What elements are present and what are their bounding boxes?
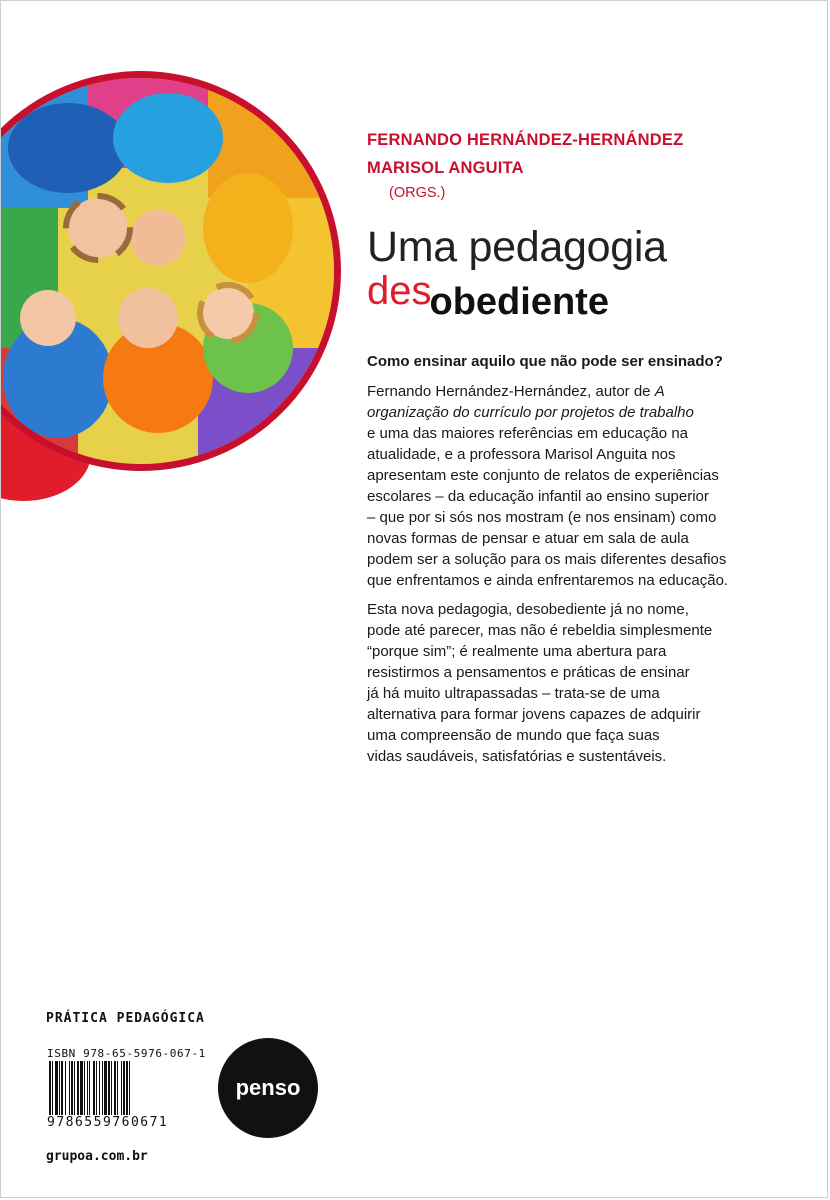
barcode-number: 9786559760671 <box>47 1115 169 1130</box>
publisher-name: penso <box>235 1075 301 1100</box>
text-line: pode até parecer, mas não é rebeldia simplesmente <box>367 622 713 639</box>
text-line: “porque sim”; é realmente uma abertura para <box>367 643 667 660</box>
text-line: Fernando Hernández-Hernández, autor de <box>367 383 655 400</box>
title-main: obediente <box>429 281 609 323</box>
description-paragraph-1 <box>367 381 787 591</box>
text-line: uma compreensão de mundo que faça suas <box>367 727 660 744</box>
text-line: já há muito ultrapassadas – trata-se de uma <box>367 685 660 702</box>
isbn-label: ISBN 978-65-5976-067-1 <box>47 1047 206 1060</box>
text-line: Esta nova pedagogia, desobediente já no nome, <box>367 601 689 618</box>
orgs-label: (ORGS.) <box>389 185 446 201</box>
book-title-line2 <box>367 269 609 323</box>
text-line: – que por si sós nos mostram (e nos ensinam) como <box>367 509 717 526</box>
book-reference: A <box>654 383 665 400</box>
cover-photo <box>0 71 341 471</box>
series-label: PRÁTICA PEDAGÓGICA <box>46 1011 205 1026</box>
text-line: que enfrentamos e ainda enfrentaremos na educação. <box>367 572 729 589</box>
website-url: grupoa.com.br <box>46 1149 148 1164</box>
text-line: alternativa para formar jovens capazes de adquirir <box>367 706 701 723</box>
author-name: FERNANDO HERNÁNDEZ-HERNÁNDEZ <box>367 131 684 149</box>
children-photo-illustration <box>0 78 334 464</box>
book-reference: organização do currículo por projetos de trabalho <box>367 404 694 421</box>
authors-block <box>367 126 683 204</box>
publisher-logo <box>218 1038 318 1138</box>
text-line: e uma das maiores referências em educação na <box>367 425 689 442</box>
barcode <box>47 1061 183 1121</box>
text-line: podem ser a solução para os mais diferentes desafios <box>367 551 727 568</box>
book-title-line1: Uma pedagogia <box>367 223 667 271</box>
text-line: novas formas de pensar e atuar em sala de aula <box>367 530 689 547</box>
text-line: escolares – da educação infantil ao ensino superior <box>367 488 709 505</box>
lead-question: Como ensinar aquilo que não pode ser ensinado? <box>367 353 723 370</box>
photo-red-ring <box>0 71 341 471</box>
description-paragraph-2 <box>367 599 787 767</box>
author-name: MARISOL ANGUITA <box>367 159 524 177</box>
text-line: resistirmos a pensamentos e práticas de ensinar <box>367 664 690 681</box>
text-line: apresentam este conjunto de relatos de experiências <box>367 467 719 484</box>
title-prefix: des <box>367 269 432 313</box>
text-line: atualidade, e a professora Marisol Anguita nos <box>367 446 676 463</box>
text-line: vidas saudáveis, satisfatórias e sustentáveis. <box>367 748 667 765</box>
